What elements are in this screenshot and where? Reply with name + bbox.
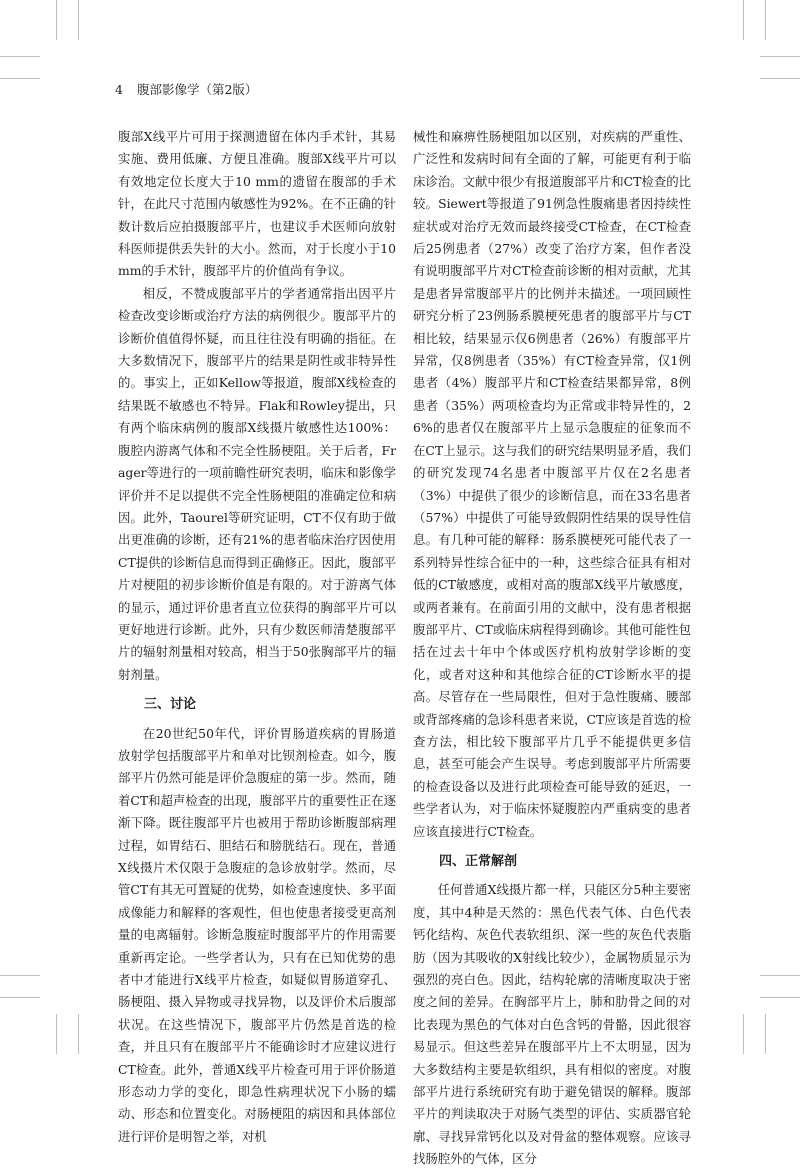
paragraph: 在20世纪50年代，评价胃肠道疾病的胃肠道放射学包括腹部平片和单对比钡剂检查。如今，腹部平片仍然可能是评价急腹症的第一步。然而，随着CT和超声检查的出现，腹部平片的重要性正在逐渐下降。既往腹部平片也被用于帮助诊断腹部病理过程，如胃结石、胆结石和膀胱结石。现在，普通X线摄片术仅限于急腹症的急诊放射学。然而，尽管CT有其无可置疑的优势，如检查速度快、多平面成像能力和解释的客观性，但也使患者接受更高剂量的电离辐射。诊断急腹症时腹部平片的作用需要重新再定论。一些学者认为，只有在已知优势的患者中才能进行X线平片检查，如疑似胃肠道穿孔、肠梗阻、摄入异物或寻找异物，以及评价术后腹部状况。在这些情况下，腹部平片仍然是首选的检查，并且只有在腹部平片不能确诊时才应建议进行CT检查。此外，普通X线平片检查可用于评价肠道形态动力学的变化，即急性病理状况下小肠的蠕动、形态和位置变化。对肠梗阻的病因和具体部位进行评价是明智之举，对机 bbox=[118, 725, 396, 1144]
paragraph: 相反，不赞成腹部平片的学者通常指出因平片检查改变诊断或治疗方法的病例很少。腹部平片的诊断价值值得怀疑，而且往往没有明确的指征。在大多数情况下，腹部平片的结果是阴性或非特异性的。事实上，正如Kellow等报道，腹部X线检查的结果既不敏感也不特异。Flak和Rowley提出，只有两个临床病例的腹部X线摄片敏感性达100%：腹腔内游离气体和不完全性肠梗阻。关于后者，Frager等进行的一项前瞻性研究表明，临床和影像学评价并不足以提供不完全性肠梗阻的准确定位和病因。此外，Taourel等研究证明，CT不仅有助于做出更准确的诊断，还有21%的患者临床治疗因使用CT提供的诊断信息而得到正确修正。因此，腹部平片对梗阻的初步诊断价值是有限的。对于游离气体的显示，通过评价患者直立位获得的胸部平片可以更好地进行诊断。此外，只有少数医师清楚腹部平片的辐射剂量相对较高，相当于50张胸部平片的辐射剂量。 bbox=[118, 285, 396, 682]
crop-mark bbox=[56, 0, 57, 40]
section-heading: 三、讨论 bbox=[144, 697, 197, 713]
crop-mark bbox=[760, 56, 800, 57]
crop-mark bbox=[760, 997, 800, 998]
left-column bbox=[118, 126, 396, 1148]
crop-mark bbox=[760, 975, 800, 976]
book-title: 腹部影像学（第2版） bbox=[136, 82, 258, 97]
crop-mark bbox=[0, 78, 40, 79]
paragraph: 械性和麻痹性肠梗阻加以区别，对疾病的严重性、广泛性和发病时间有全面的了解，可能更有利于临床诊治。文献中很少有报道腹部平片和CT检查的比较。Siewert等报道了91例急性腹痛患者因持续性症状或对治疗无效而最终接受CT检查，在CT检查后25例患者（27%）改变了治疗方案，但作者没有说明腹部平片对CT检查前诊断的相对贡献，尤其是患者异常腹部平片的比例并未描述。一项回顾性研究分析了23例肠系膜梗死患者的腹部平片与CT相比较，结果显示仅6例患者（26%）有腹部平片异常，仅8例患者（35%）有CT检查异常，仅1例患者（4%）腹部平片和CT检查结果都异常，8例患者（35%）两项检查均为正常或非特异性的，26%的患者仅在腹部平片上显示急腹症的征象而不在CT上显示。这与我们的研究结果明显矛盾，我们的研究发现74名患者中腹部平片仅在2名患者（3%）中提供了很少的诊断信息，而在33名患者（57%）中提供了可能导致假阴性结果的误导性信息。有几种可能的解释：肠系膜梗死可能代表了一系列特异性综合征中的一种，这些综合征具有相对低的CT敏感度，或相对高的腹部X线平片敏感度，或两者兼有。在前面引用的文献中，没有患者根据腹部平片、CT或临床病程得到确诊。其他可能性包括在过去十年中个体或医疗机构放射学诊断的变化，或者对这种和其他综合征的CT诊断水平的提高。尽管存在一些局限性，但对于急性腹痛、腰部或背部疼痛的急诊科患者来说，CT应该是首选的检查方法，相比较下腹部平片几乎不能提供更多信息，甚至可能会产生误导。考虑到腹部平片所需要的检查设备以及进行此项检查可能导致的延迟，一些学者认为，对于临床怀疑腹腔内严重病变的患者应该直接进行CT检查。 bbox=[413, 129, 691, 839]
crop-mark bbox=[765, 0, 766, 40]
running-header bbox=[115, 80, 257, 100]
right-column bbox=[413, 126, 691, 1171]
crop-mark bbox=[56, 1014, 57, 1054]
paragraph: 腹部X线平片可用于探测遗留在体内手术针，其易实施、费用低廉、方便且准确。腹部X线平片可以有效地定位长度大于10 mm的遗留在腹部的手术针，在此尺寸范围内敏感性为92%。在不正确的针数计数后应拍摄腹部平片，也建议手术医师向放射科医师提供丢失针的大小。然而，对于长度小于10 mm的手术针，腹部平片的价值尚有争议。 bbox=[118, 129, 396, 279]
crop-mark bbox=[0, 56, 40, 57]
section-heading: 四、正常解剖 bbox=[439, 854, 518, 869]
crop-mark bbox=[765, 1014, 766, 1054]
page-number: 4 bbox=[115, 82, 123, 97]
crop-mark bbox=[78, 1014, 79, 1054]
crop-mark bbox=[0, 975, 40, 976]
crop-mark bbox=[760, 78, 800, 79]
crop-mark bbox=[743, 1014, 744, 1054]
crop-mark bbox=[0, 997, 40, 998]
crop-mark bbox=[743, 0, 744, 40]
paragraph: 任何普通X线摄片都一样，只能区分5种主要密度，其中4种是天然的：黑色代表气体、白色代表钙化结构、灰色代表软组织、深一些的灰色代表脂肪（因为其吸收的X射线比较少），金属物质显示为强烈的亮白色。因此，结构轮廓的清晰度取决于密度之间的差异。在胸部平片上，肺和肋骨之间的对比表现为黑色的气体对白色含钙的骨骼，因此很容易显示。但这些差异在腹部平片上不太明显，因为大多数结构主要是软组织，具有相似的密度。对腹部平片进行系统研究有助于避免错误的解释。腹部平片的判读取决于对肠气类型的评估、实质器官轮廓、寻找异常钙化以及对骨盆的整体观察。应该寻找肠腔外的气体，区分 bbox=[413, 882, 691, 1167]
crop-mark bbox=[78, 0, 79, 40]
